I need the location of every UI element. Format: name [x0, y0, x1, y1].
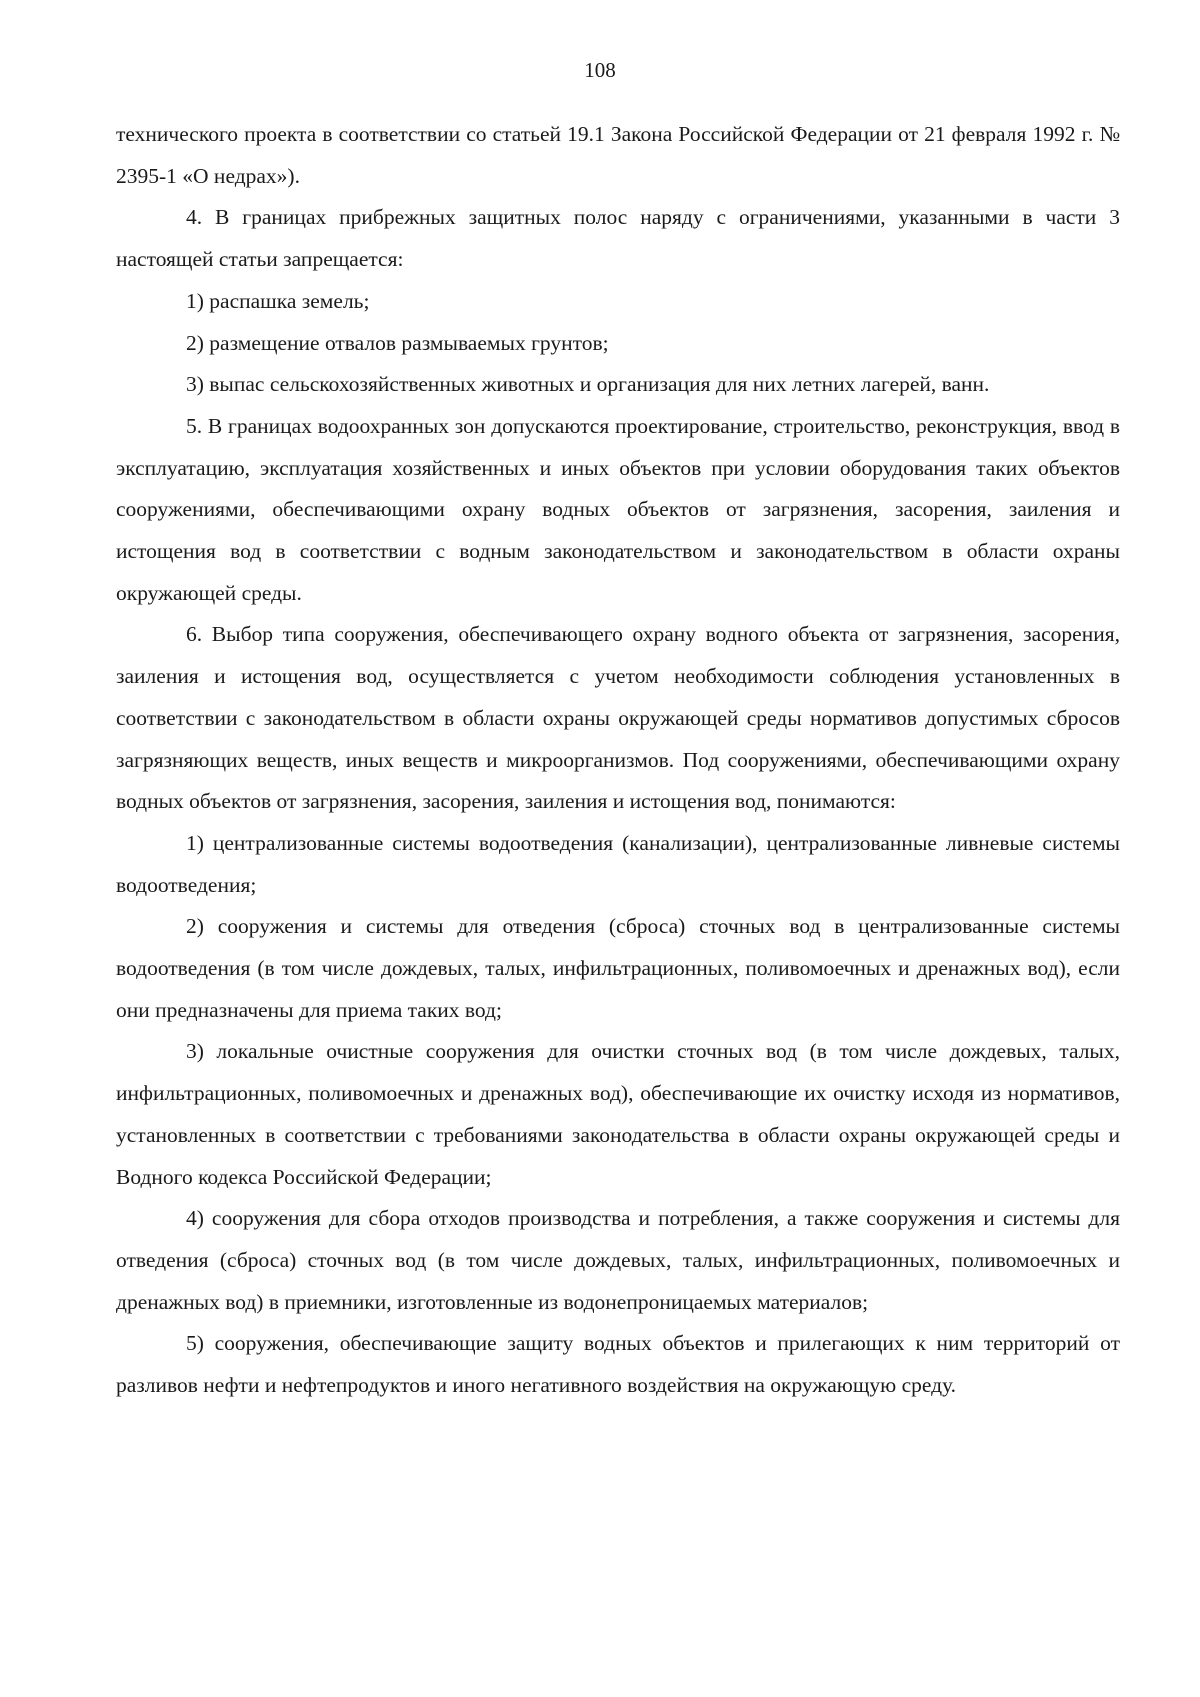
list-item: 1) централизованные системы водоотведения (канализации), централизованные ливневые системы водоотведения;	[116, 830, 1120, 897]
list-item: 5) сооружения, обеспечивающие защиту водных объектов и прилегающих к ним территорий от разливов нефти и нефтепродуктов и иного негативного воздействия на окружающую среду.	[116, 1331, 1120, 1398]
paragraph: 5. В границах водоохранных зон допускаются проектирование, строительство, реконструкция, ввод в эксплуатацию, эксплуатация хозяйственных и иных объектов при условии оборудования таких объектов сооружениями, обеспечивающими охрану водных объектов от загрязнения, засорения, заиления и истощения вод в соответствии с водным законодательством и законодательством в области охраны окружающей среды.	[116, 413, 1120, 605]
list-item: 2) сооружения и системы для отведения (сброса) сточных вод в централизованные системы водоотведения (в том числе дождевых, талых, инфильтрационных, поливомоечных и дренажных вод), если они предназначены для приема таких вод;	[116, 914, 1120, 1022]
paragraph: 4. В границах прибрежных защитных полос наряду с ограничениями, указанными в части 3 настоящей статьи запрещается:	[116, 205, 1120, 272]
list-item: 3) локальные очистные сооружения для очистки сточных вод (в том числе дождевых, талых, инфильтрационных, поливомоечных и дренажных вод), обеспечивающие их очистку исходя из нормативов, установленных в соответствии с требованиями законодательства в области охраны окружающей среды и Водного кодекса Российской Федерации;	[116, 1039, 1120, 1189]
list-item: 1) распашка земель;	[186, 288, 370, 313]
document-body	[116, 114, 1120, 1407]
paragraph: 6. Выбор типа сооружения, обеспечивающего охрану водного объекта от загрязнения, засорения, заиления и истощения вод, осуществляется с учетом необходимости соблюдения установленных в соответствии с законодательством в области охраны окружающей среды нормативов допустимых сбросов загрязняющих веществ, иных веществ и микроорганизмов. Под сооружениями, обеспечивающими охрану водных объектов от загрязнения, засорения, заиления и истощения вод, понимаются:	[116, 622, 1120, 814]
page-number: 108	[584, 58, 616, 82]
paragraph: технического проекта в соответствии со статьей 19.1 Закона Российской Федерации от 21 февраля 1992 г. № 2395-1 «О недрах»).	[116, 122, 1120, 188]
list-item: 4) сооружения для сбора отходов производства и потребления, а также сооружения и системы для отведения (сброса) сточных вод (в том числе дождевых, талых, инфильтрационных, поливомоечных и дренажных вод) в приемники, изготовленные из водонепроницаемых материалов;	[116, 1206, 1120, 1314]
list-item: 3) выпас сельскохозяйственных животных и организация для них летних лагерей, ванн.	[186, 372, 990, 397]
list-item: 2) размещение отвалов размываемых грунтов;	[186, 330, 609, 355]
